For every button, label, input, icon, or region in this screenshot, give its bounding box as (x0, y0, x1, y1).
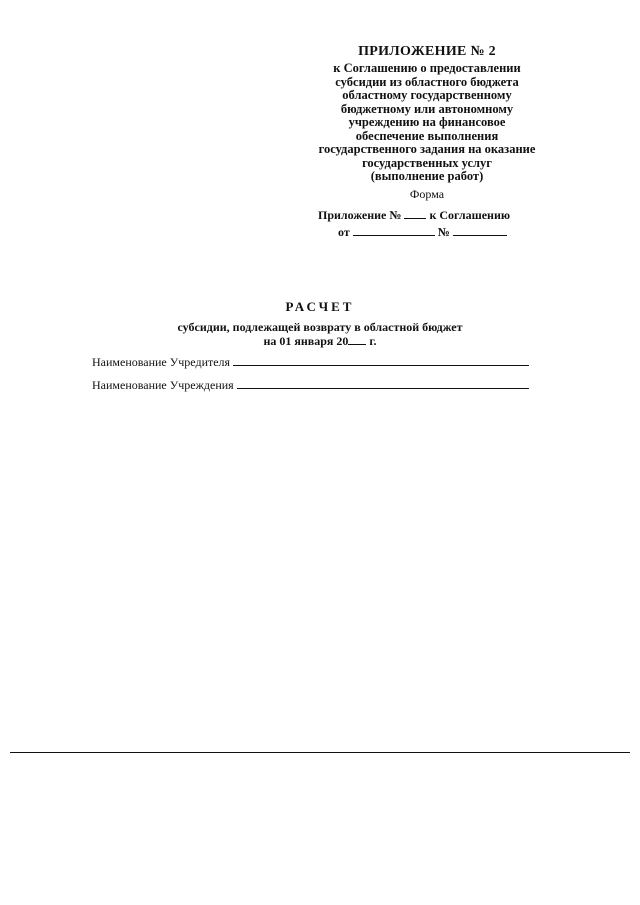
calculation-title: РАСЧЕТ (285, 299, 355, 314)
appendix-header (292, 44, 562, 202)
appendix-line-2: субсидии из областного бюджета (335, 74, 519, 89)
reference-date-row (318, 224, 558, 241)
calculation-date-line (0, 333, 640, 349)
year-blank[interactable] (348, 333, 366, 345)
appendix-line-6: обеспечение выполнения (355, 128, 499, 143)
agreement-reference (318, 207, 558, 241)
reference-appendix-row (318, 207, 558, 224)
calculation-subtitle: субсидии, подлежащей возврату в областной бюджет (177, 320, 463, 334)
founder-input-line[interactable] (233, 354, 529, 366)
appendix-line-4: бюджетному или автономному (340, 101, 514, 116)
appendix-line-8: государственных услуг (362, 155, 492, 170)
institution-field (92, 377, 529, 393)
founder-label: Наименование Учредителя (92, 355, 231, 369)
reference-number-label: № (437, 225, 450, 239)
calculation-date-suffix: г. (369, 334, 377, 348)
institution-label: Наименование Учреждения (92, 378, 234, 392)
appendix-number-blank[interactable] (404, 207, 426, 219)
appendix-line-7: государственного задания на оказание (318, 142, 536, 156)
appendix-line-3: областному государственному (342, 88, 512, 102)
agreement-date-blank[interactable] (353, 224, 435, 236)
institution-input-line[interactable] (237, 377, 529, 389)
appendix-line-9: (выполнение работ) (370, 169, 484, 183)
calculation-date-prefix: на 01 января 20 (263, 334, 349, 348)
reference-appendix-prefix: Приложение № (318, 208, 402, 222)
appendix-title: ПРИЛОЖЕНИЕ № 2 (358, 44, 496, 59)
founder-field (92, 354, 529, 370)
reference-appendix-suffix: к Соглашению (429, 208, 511, 222)
page-bottom-rule (10, 752, 630, 753)
reference-from-label: от (338, 225, 350, 239)
appendix-line-1: к Соглашению о предоставлении (333, 61, 521, 75)
form-label: Форма (409, 186, 445, 201)
appendix-line-5: учреждению на финансовое (348, 115, 506, 129)
agreement-number-blank[interactable] (453, 224, 507, 236)
